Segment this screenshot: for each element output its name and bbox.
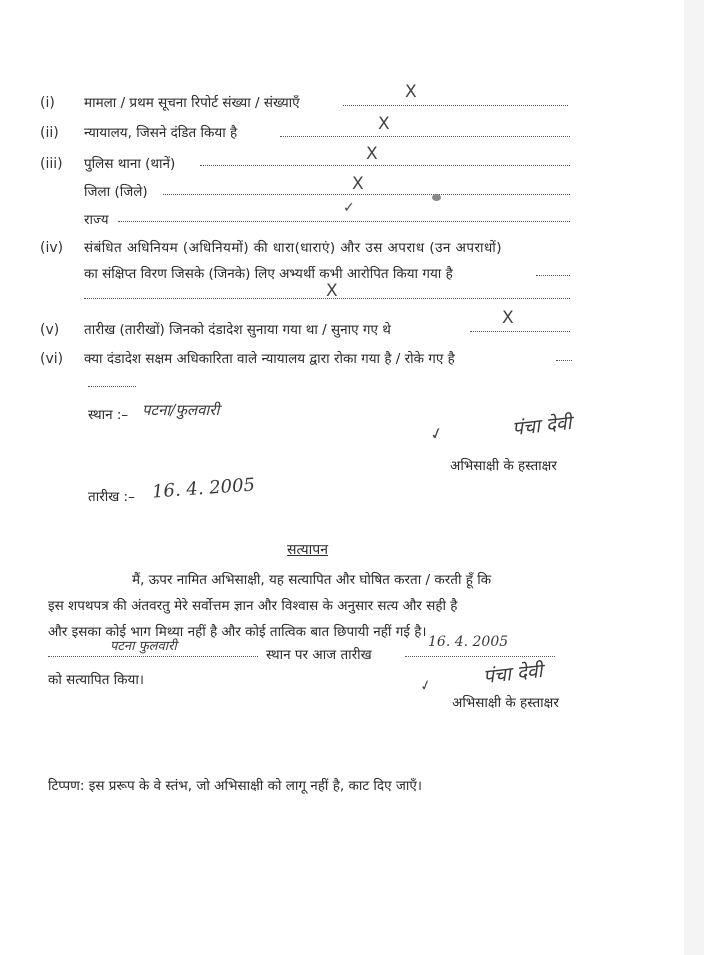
cross-mark: X	[352, 174, 364, 194]
verification-text: मैं, ऊपर नामित अभिसाक्षी, यह सत्यापित और घोषित करता / करती हूँ कि	[132, 572, 492, 588]
item-number: (ii)	[40, 125, 59, 141]
item-text: क्या दंडादेश सक्षम अधिकारिता वाले न्यायालय द्वारा रोका गया है / रोके गए है	[84, 351, 455, 367]
item-number: (i)	[40, 95, 55, 111]
item-text-continued: का संक्षिप्त विरण जिसके (जिनके) लिए अभ्यर्थी कभी आरोपित किया गया है	[84, 266, 453, 282]
item-text: संबंधित अधिनियम (अधिनियमों) की धारा(धाराएं) और उस अपराध (उन अपराधों)	[84, 240, 502, 256]
item-text: मामला / प्रथम सूचना रिपोर्ट संख्या / संख्याएँ	[84, 95, 300, 111]
handwritten-signature: पंचा देवी	[511, 411, 573, 441]
tick-mark: ✓	[343, 200, 355, 216]
item-number: (iv)	[40, 240, 64, 256]
cross-mark: X	[326, 281, 338, 301]
item-text: राज्य	[84, 212, 109, 228]
item-text: न्यायालय, जिसने दंडित किया है	[84, 125, 238, 141]
signature-label: अभिसाक्षी के हस्ताक्षर	[450, 458, 557, 474]
fill-line	[343, 105, 568, 106]
handwritten-date: 16. 4. 2005	[151, 474, 256, 503]
fill-line	[118, 221, 570, 222]
handwritten-place: पटना/फुलवारी	[142, 401, 220, 419]
fill-line	[556, 360, 572, 361]
handwritten-date: 16. 4. 2005	[428, 634, 509, 650]
date-label: तारीख :–	[88, 489, 135, 505]
footnote: टिप्पण: इस प्ररूप के वे स्तंभ, जो अभिसाक्षी को लागू नहीं है, काट दिए जाएँ।	[48, 778, 422, 794]
tick-mark: ✓	[427, 422, 446, 445]
fill-line	[280, 136, 570, 137]
item-text: तारीख (तारीखों) जिनको दंडादेश सुनाया गया था / सुनाए गए थे	[84, 322, 391, 338]
verification-text: को सत्यापित किया।	[48, 672, 144, 688]
fill-line	[48, 656, 258, 657]
item-number: (v)	[40, 322, 60, 338]
place-label: स्थान :–	[88, 407, 129, 423]
verification-text: और इसका कोई भाग मिथ्या नहीं है और कोई तात्विक बात छिपायी नहीं गई है।	[48, 624, 427, 640]
tick-mark: ✓	[418, 676, 434, 696]
verification-title: सत्यापन	[287, 542, 328, 558]
fill-line	[536, 275, 570, 276]
ink-smudge	[432, 194, 441, 201]
fill-line	[200, 165, 570, 166]
fill-line	[470, 331, 570, 332]
cross-mark: X	[405, 82, 417, 102]
item-number: (vi)	[40, 351, 64, 367]
handwritten-signature: पंचा देवी	[482, 659, 544, 689]
cross-mark: X	[366, 144, 378, 164]
fill-line	[88, 386, 136, 387]
fill-line	[163, 194, 570, 195]
verification-text: इस शपथपत्र की अंतवरतु मेरे सर्वोत्तम ज्ञान और विश्वास के अनुसार सत्य और सही है	[48, 598, 458, 614]
item-text: जिला (जिले)	[84, 184, 148, 200]
signature-label: अभिसाक्षी के हस्ताक्षर	[452, 695, 559, 711]
page-edge-shadow	[684, 0, 704, 955]
cross-mark: X	[378, 114, 390, 134]
item-number: (iii)	[40, 156, 63, 172]
handwritten-place: पटना फुलवारी	[110, 639, 177, 654]
cross-mark: X	[502, 308, 514, 328]
verification-text: स्थान पर आज तारीख	[266, 647, 372, 663]
item-text: पुलिस थाना (थानें)	[84, 156, 176, 172]
